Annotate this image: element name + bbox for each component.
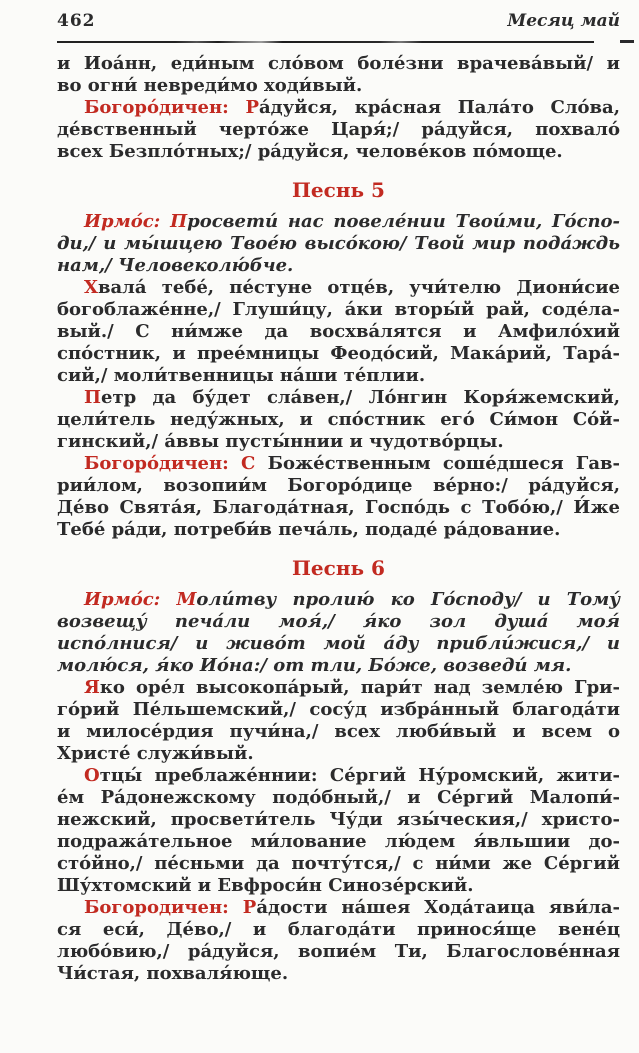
- paragraph: [57, 589, 620, 677]
- text-line: [57, 897, 620, 919]
- text-line: [57, 633, 620, 655]
- rubric-text: Богоро́дичен: С: [84, 453, 256, 474]
- text-line: [57, 677, 620, 699]
- body-text: богоблаже́нне,/ Глуши́цу, а́ки вторы́й рай, соде́ла-: [57, 299, 620, 320]
- body-text: вый./ С ни́мже да восхва́лятся и Амфило́хий: [57, 321, 620, 342]
- text-line: [57, 321, 620, 343]
- rubric-text: П: [84, 387, 101, 408]
- body-text: молю́ся, я́ко Ио́на:/ от тли, Бо́же, возведи́ мя.: [57, 655, 572, 676]
- text-line: [57, 211, 620, 233]
- paragraph: [57, 677, 620, 765]
- body-text: Шу́хтомский и Евфроси́н Синозе́рский.: [57, 875, 474, 896]
- running-title: Месяц май: [507, 11, 620, 31]
- body-text: Де́во Свята́я, Благода́тная, Госпо́дь с Тобо́ю,/ И́же: [57, 497, 620, 518]
- paragraph: [57, 53, 620, 97]
- text-line: [57, 963, 620, 985]
- text-line: [57, 299, 620, 321]
- text-line: [57, 497, 620, 519]
- body-text: во огни́ невреди́мо ходи́вый.: [57, 75, 363, 96]
- text-line: [57, 831, 620, 853]
- text-line: [57, 721, 620, 743]
- page-header: [57, 10, 620, 32]
- text-line: [57, 141, 620, 163]
- body-text: етр да бу́дет сла́вен,/ Ло́нгин Коря́жемский,: [101, 387, 620, 408]
- rubric-text: Ирмо́с: П: [84, 211, 188, 232]
- text-line: [57, 75, 620, 97]
- paragraph: [57, 387, 620, 453]
- text-line: [57, 809, 620, 831]
- text-line: [57, 787, 620, 809]
- body-text: нежский, просвети́тель Чу́ди язы́ческия,/ христо-: [57, 809, 620, 830]
- body-text: Тебе́ ра́ди, потреби́в печа́ль, подаде́ ра́дование.: [57, 519, 561, 540]
- text-line: [57, 875, 620, 897]
- body-text: ся еси́, Де́во,/ и благода́ти принося́ще вене́ц: [57, 919, 620, 940]
- text-line: [57, 919, 620, 941]
- text-line: [57, 119, 620, 141]
- text-line: [57, 765, 620, 787]
- body-text: спо́стник, и прее́мницы Феодо́сий, Мака́рий, Тара́-: [57, 343, 620, 364]
- body-text: Боже́ственным соше́дшеся Гав-: [255, 453, 620, 474]
- body-text: росвети́ нас повеле́нии Твои́ми, Го́спо-: [187, 211, 621, 232]
- body-text: и Иоа́нн, еди́ным сло́вом боле́зни врачева́вый/ и: [57, 53, 620, 74]
- text-line: [57, 387, 620, 409]
- rubric-text: Я: [84, 677, 100, 698]
- body-text: сий,/ моли́твенницы на́ши те́плии.: [57, 365, 426, 386]
- body-text: и милосе́рдия пучи́на,/ всех люби́вый и всем о: [57, 721, 620, 742]
- text-line: [57, 699, 620, 721]
- body-text: любо́вию,/ ра́дуйся, вопие́м Ти, Благослове́нная: [57, 941, 620, 962]
- body-text: го́рий Пе́льшемский,/ сосу́д избра́нный благода́ти: [57, 699, 620, 720]
- body-text: Христе́ служи́вый.: [57, 743, 254, 764]
- text-line: [57, 431, 620, 453]
- body-text: е́м Ра́донежскому подо́бный,/ и Се́ргий Малопи́-: [57, 787, 620, 808]
- header-rule-dash: [620, 40, 634, 43]
- text-column: [57, 53, 620, 985]
- paragraph: [57, 897, 620, 985]
- song-heading: Песнь 6: [292, 556, 385, 580]
- body-text: оли́тву пролию́ ко Го́споду/ и Тому́: [196, 589, 620, 610]
- text-line: [57, 453, 620, 475]
- paragraph: [57, 277, 620, 387]
- rubric-text: Богородичен: Р: [84, 897, 257, 918]
- rubric-text: О: [84, 765, 100, 786]
- rubric-text: Ирмо́с: М: [84, 589, 197, 610]
- page-number: 462: [57, 11, 96, 31]
- text-line: [57, 519, 620, 541]
- body-text: нам,/ Человеколю́бче.: [57, 255, 294, 276]
- body-text: рии́лом, возопии́м Богоро́дице ве́рно:/ ра́дуйся,: [57, 475, 620, 496]
- body-text: возвещу́ печа́ли моя́,/ я́ко зол душа́ моя́: [57, 611, 620, 632]
- text-line: [57, 343, 620, 365]
- body-text: цели́тель неду́жных, и спо́стник его́ Си́мон Со́й-: [57, 409, 620, 430]
- body-text: всех Безпло́тных;/ ра́дуйся, челове́ков по́моще.: [57, 141, 563, 162]
- body-text: де́вственный черто́же Царя́;/ ра́дуйся, похвало́: [57, 119, 620, 140]
- text-line: [57, 655, 620, 677]
- text-line: [57, 475, 620, 497]
- rubric-text: Богоро́дичен: Р: [84, 97, 259, 118]
- body-text: ко оре́л высокопа́рый, пари́т над земле́ю Гри-: [99, 677, 620, 698]
- text-line: [57, 611, 620, 633]
- paragraph: [57, 765, 620, 897]
- text-line: [57, 743, 620, 765]
- text-line: [57, 365, 620, 387]
- text-line: [57, 53, 620, 75]
- text-line: [57, 97, 620, 119]
- body-text: а́дости на́шея Хода́таица яви́ла-: [256, 897, 620, 918]
- paragraph: [57, 211, 620, 277]
- rubric-text: Х: [84, 277, 98, 298]
- header-rule: [57, 41, 594, 43]
- text-line: [57, 277, 620, 299]
- body-text: сто́йно,/ пе́сньми да почту́тся,/ с ни́ми же Се́ргий: [57, 853, 620, 874]
- text-line: [57, 589, 620, 611]
- body-text: а́дуйся, кра́сная Пала́то Сло́ва,: [259, 97, 620, 118]
- body-text: гинский,/ а́ввы пусты́ннии и чудотво́рцы.: [57, 431, 504, 452]
- text-line: [57, 941, 620, 963]
- song-heading: Песнь 5: [292, 178, 385, 202]
- body-text: Чи́стая, похваля́юще.: [57, 963, 289, 984]
- body-text: вала́ тебе́, пе́стуне отце́в, учи́телю Диони́сие: [97, 277, 620, 298]
- text-line: [57, 853, 620, 875]
- text-line: [57, 233, 620, 255]
- body-text: подража́тельное ми́лование лю́дем я́вльшии до-: [57, 831, 620, 852]
- text-line: [57, 255, 620, 277]
- body-text: тцы́ преблаже́ннии: Се́ргий Ну́ромский, жити-: [99, 765, 620, 786]
- paragraph: [57, 97, 620, 163]
- paragraph: [57, 453, 620, 541]
- body-text: ди,/ и мы́шцею Твое́ю высо́кою/ Твой мир пода́ждь: [57, 233, 620, 254]
- text-line: [57, 409, 620, 431]
- body-text: испо́лнися/ и живо́т мой а́ду прибли́жися,/ и: [57, 633, 620, 654]
